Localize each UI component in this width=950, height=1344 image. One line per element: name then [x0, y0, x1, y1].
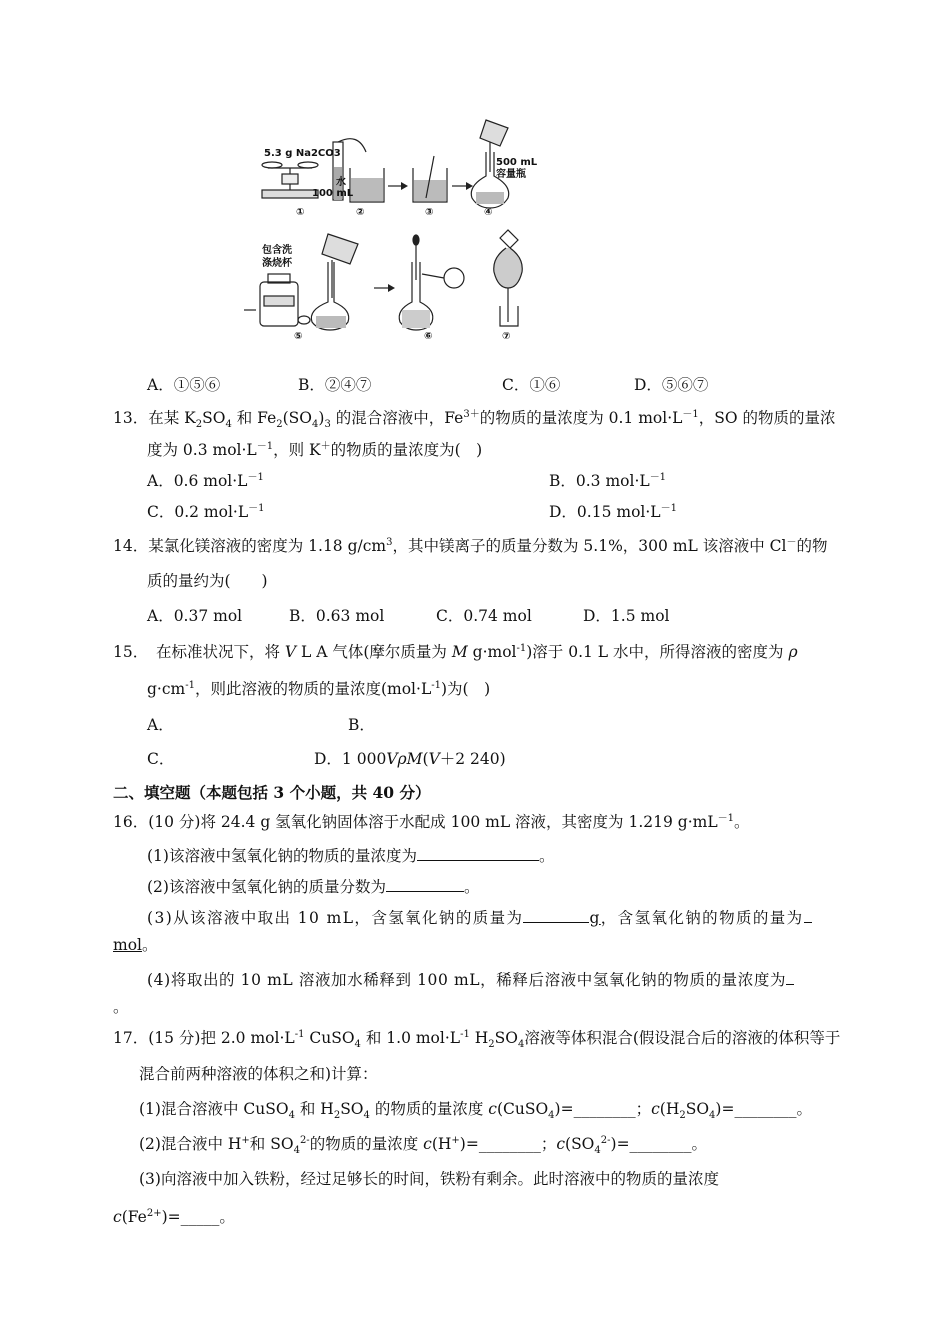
q16-part4-line2: 。 — [113, 998, 129, 1016]
figure-step-2: ② — [356, 207, 365, 218]
balance-icon — [262, 162, 318, 198]
q17-line2: 混合前两种溶液的体积之和)计算： — [139, 1065, 378, 1083]
flask-pour-icon — [311, 234, 358, 330]
q13-line2: 度为 0.3 $mol\cdot L^{-1}$，则 K＋的物质的量浓度为( ) — [147, 440, 483, 459]
q14-line2: 质的量约为( ) — [147, 572, 268, 590]
figure-step-3: ③ — [425, 207, 434, 218]
beaker-icon — [350, 168, 384, 202]
q14-option-b: B．0.63 mol — [289, 607, 385, 625]
q12-option-c: C．①⑥ — [502, 376, 561, 394]
q13-option-b: B．0.3 $mol\cdot L^{-1}$ — [549, 471, 667, 490]
figure-label-flask-name: 容量瓶 — [496, 169, 526, 180]
q17-part3: (3)向溶液中加入铁粉，经过足够长的时间，铁粉有剩余。此时溶液中的物质的量浓度 — [139, 1170, 719, 1188]
experiment-figure — [238, 112, 538, 348]
q16-part1: (1)该溶液中氢氧化钠的物质的量浓度为 。 — [147, 847, 555, 865]
section-2-title: 二、填空题（本题包括 3 个小题，共 40 分） — [113, 783, 431, 802]
q13-option-a: A．0.6 $mol\cdot L^{-1}$ — [147, 471, 264, 490]
q16-part2: (2)该溶液中氢氧化钠的质量分数为 。 — [147, 878, 480, 896]
q15-option-c: C． — [147, 750, 175, 768]
q17-part2: (2)混合液中 H+和 $SO_4^{2-}$的物质的量浓度 c(H+)=________；$c(SO_4^{2-})=\_\_\_\_\_\_\_\_$。 — [139, 1134, 708, 1157]
flask-dropper-icon — [399, 235, 464, 330]
q14-option-d: D．1.5 mol — [583, 607, 670, 625]
q16-part3-blank2[interactable] — [804, 908, 812, 923]
q12-option-d: D．⑤⑥⑦ — [634, 376, 709, 394]
q16-part4: (4)将取出的 10 mL 溶液加水稀释到 100 mL，稀释后溶液中氢氧化钠的物质的量浓度为 — [147, 970, 794, 989]
q17-part1: (1)混合溶液中 CuSO$_4$ 和 $H_2SO_4$ 的物质的量浓度 c(CuSO$_4$)=________；$c(H_2SO_4)=\_\_\_\_\_\_\_\_$。 — [139, 1100, 812, 1122]
q16-part3-line2: mol。 — [113, 936, 158, 954]
figure-step-7: ⑦ — [502, 331, 511, 342]
figure-label-wash-2: 涤烧杯 — [262, 258, 292, 269]
figure-step-5: ⑤ — [294, 331, 303, 342]
q16-part4-blank[interactable] — [786, 970, 794, 985]
q16-part3-blank[interactable] — [523, 908, 589, 923]
figure-label-water: 水 — [336, 177, 346, 188]
figure-label-water-volume: 100 mL — [312, 188, 354, 199]
q13-option-c: C．0.2 $mol\cdot L^{-1}$ — [147, 502, 265, 521]
figure-step-4: ④ — [484, 207, 493, 218]
q13-option-d: D．0.15 $mol\cdot L^{-1}$ — [549, 502, 677, 521]
q14-line1: 14．某氯化镁溶液的密度为 1.18 $g/cm^3$，其中镁离子的质量分数为 5.1%，300 mL 该溶液中 Cl－的物 — [113, 536, 828, 555]
figure-label-na2co3: 5.3 g Na2CO3 — [264, 148, 341, 159]
q12-option-a: A．①⑤⑥ — [147, 376, 221, 394]
reagent-bottle-icon — [260, 274, 310, 326]
q15-option-a: A． — [147, 716, 174, 734]
q14-option-c: C．0.74 mol — [436, 607, 532, 625]
q16-part3: (3)从该溶液中取出 10 mL，含氢氧化钠的质量为 g，含氢氧化钠的物质的量为 — [147, 908, 812, 927]
q17-line1: 17．(15 分)把 2.0 $mol\cdot L^{-1}$ CuSO$_4$ 和 1.0 $mol\cdot L^{-1}$ $H_2SO_4$溶液等体积混合(假设混合后的溶液的体积等于 — [113, 1028, 841, 1051]
q13-line1: 13．在某 $K_2SO_4$ 和 $Fe_2(SO_4)_3$ 的混合溶液中，$Fe^{3+}$的物质的量浓度为 0.1 $mol\cdot L^{-1}$，SO 的物质的量浓 — [113, 408, 836, 431]
figure-label-flask-volume: 500 mL — [496, 157, 538, 168]
beaker-stir-icon — [413, 156, 447, 202]
q16-part2-blank[interactable] — [386, 877, 464, 892]
q14-option-a: A．0.37 mol — [147, 607, 243, 625]
q15-option-b: B． — [348, 716, 375, 734]
figure-label-wash-1: 包含洗 — [262, 245, 292, 256]
q15-line2: $g\cdot cm^{-1}$，则此溶液的物质的量浓度$(mol\cdot L^{-1})$为( ) — [147, 679, 491, 698]
q16-line1: 16．(10 分)将 24.4 g 氢氧化钠固体溶于水配成 100 mL 溶液，其密度为 1.219 $g\cdot mL^{-1}$。 — [113, 812, 750, 831]
q12-option-b: B．②④⑦ — [298, 376, 372, 394]
q16-part1-blank[interactable] — [417, 846, 539, 861]
q15-option-d: D．1 000VρM(V＋2 240) — [314, 750, 506, 768]
figure-step-1: ① — [296, 207, 305, 218]
flask-invert-icon — [494, 230, 523, 326]
q15-line1: 15． 在标准状况下，将 V L A 气体(摩尔质量为 M g·mol$^{-1}$)溶于 0.1 L 水中，所得溶液的密度为 ρ — [113, 642, 798, 661]
figure-step-6: ⑥ — [424, 331, 433, 342]
q17-part3-line2: $c(Fe^{2+})=\_\_\_\_\_$。 — [113, 1207, 235, 1226]
